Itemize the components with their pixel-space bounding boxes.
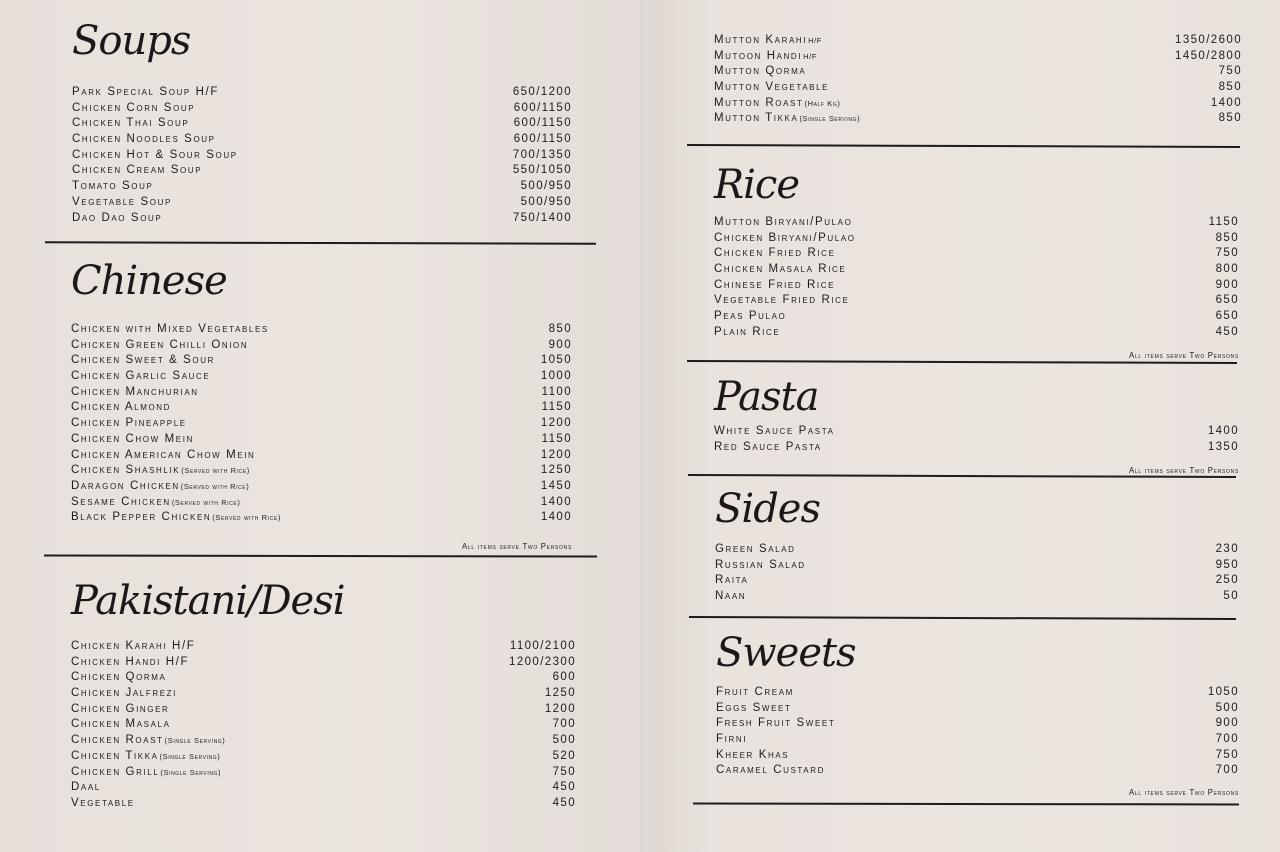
- rice-section: [714, 162, 1239, 362]
- menu-item-name: [714, 246, 836, 262]
- menu-item: [71, 670, 576, 686]
- menu-item-label: Daragon Chicken: [71, 479, 180, 492]
- menu-item-note: (Served with Rice): [180, 481, 250, 491]
- menu-item-label: Park Special Soup H/F: [72, 86, 219, 98]
- menu-item-note: (Single Serving): [799, 114, 861, 124]
- menu-item-label: Chicken Fried Rice: [714, 247, 836, 260]
- menu-item-price: 1400: [540, 511, 572, 524]
- menu-item-name: [72, 85, 219, 101]
- menu-item-label: Plain Rice: [714, 325, 781, 338]
- menu-item-name: [72, 148, 238, 164]
- menu-item: [71, 463, 572, 479]
- menu-item-name: [714, 80, 829, 96]
- menu-item-label: Chicken Green Chilli Onion: [71, 338, 249, 351]
- menu-item-name: [71, 796, 135, 812]
- menu-item-label: Peas Pulao: [714, 310, 787, 323]
- menu-item-label: Chicken Masala: [71, 718, 171, 731]
- menu-item-name: [714, 49, 817, 65]
- rice-footnote: All items serve Two Persons: [1128, 351, 1239, 360]
- menu-item: [716, 732, 1239, 748]
- menu-item-price: 1200: [540, 448, 572, 461]
- menu-item-name: [71, 702, 169, 718]
- menu-item: [71, 416, 572, 432]
- menu-item: [714, 33, 1242, 49]
- menu-item-name: [71, 670, 166, 686]
- menu-item-note: (Served with Rice): [171, 497, 241, 507]
- menu-item: [71, 655, 576, 671]
- menu-item-label: Chicken Biryani/Pulao: [714, 231, 856, 244]
- menu-item: [715, 589, 1239, 605]
- menu-item-price: 1250: [544, 687, 576, 700]
- menu-item-price: 600: [552, 671, 576, 684]
- menu-item-label: Black Pepper Chicken: [71, 511, 212, 524]
- menu-item: [71, 733, 576, 749]
- menu-item: [71, 780, 576, 796]
- menu-item-label: Fresh Fruit Sweet: [716, 717, 836, 730]
- menu-item: [72, 163, 572, 179]
- section-title-chinese: Chinese: [71, 258, 227, 304]
- menu-item: [71, 717, 576, 733]
- menu-item-price: 500: [1215, 701, 1239, 714]
- menu-item-name: [71, 432, 194, 448]
- sides-section: [715, 486, 1239, 606]
- menu-item-price: 750/1400: [512, 211, 572, 224]
- menu-item-price: 500: [552, 734, 576, 747]
- menu-item: [71, 322, 572, 338]
- section-title-rice: Rice: [714, 162, 799, 208]
- menu-item: [71, 702, 576, 718]
- menu-item-label: Mutton Roast: [714, 96, 804, 109]
- menu-item-price: 1150: [541, 432, 572, 445]
- menu-item-name: [714, 111, 860, 127]
- menu-item-name: [71, 686, 177, 702]
- menu-item-name: [715, 542, 796, 558]
- menu-item-label: Chicken Karahi H/F: [71, 640, 196, 652]
- menu-item-label: Chicken Roast: [71, 734, 164, 747]
- menu-item-label: Chicken Hot & Sour Soup: [72, 148, 238, 161]
- menu-item-label: Vegetable: [71, 796, 135, 809]
- chinese-footnote: All items serve Two Persons: [461, 542, 572, 551]
- soups-section: [72, 18, 572, 233]
- soups-list: [72, 85, 572, 226]
- menu-item: [71, 639, 576, 655]
- menu-item-label: Chicken Jalfrezi: [71, 687, 177, 700]
- menu-item-name: [714, 440, 822, 456]
- menu-item-price: 900: [1215, 717, 1239, 730]
- divider: [689, 616, 1236, 620]
- menu-item-label: Raita: [715, 574, 749, 587]
- menu-item-note: (Served with Rice): [212, 513, 281, 523]
- menu-item-label: Fruit Cream: [716, 686, 794, 698]
- menu-item-label: Chinese Fried Rice: [714, 278, 836, 291]
- menu-item: [71, 385, 572, 401]
- menu-item: [714, 64, 1242, 80]
- menu-item-name: [716, 732, 747, 748]
- section-title-sweets: Sweets: [716, 630, 856, 676]
- menu-item-name: [714, 215, 852, 231]
- menu-item-price: 450: [552, 796, 576, 809]
- menu-item-label: Mutton Karahi: [714, 34, 808, 46]
- menu-item-note: H/F: [803, 51, 818, 61]
- menu-item: [71, 749, 576, 765]
- menu-item-name: [714, 309, 786, 325]
- menu-item-name: [71, 639, 195, 655]
- menu-item-price: 650: [1215, 294, 1239, 307]
- menu-item-label: Chicken Noodles Soup: [72, 133, 216, 146]
- menu-item-label: Chicken Manchurian: [71, 385, 199, 398]
- menu-item-label: Chicken with Mixed Vegetables: [71, 323, 269, 335]
- menu-item-note: (Served with Rice): [181, 466, 250, 476]
- section-title-desi: Pakistani/Desi: [71, 578, 345, 624]
- menu-item-price: 900: [548, 338, 572, 351]
- menu-item: [715, 542, 1239, 558]
- sides-list: [715, 542, 1239, 605]
- pasta-section: [714, 374, 1239, 474]
- menu-item-price: 900: [1215, 278, 1239, 291]
- menu-item-note: (Single Serving): [164, 736, 226, 746]
- menu-item-name: [71, 749, 220, 765]
- menu-item-price: 650: [1215, 310, 1239, 323]
- menu-item: [71, 338, 572, 354]
- menu-item: [714, 246, 1239, 262]
- menu-item-name: [71, 479, 249, 495]
- menu-item-name: [714, 293, 849, 309]
- menu-item-label: Chicken Handi H/F: [71, 655, 190, 668]
- menu-item-price: 600/1150: [513, 133, 572, 146]
- menu-item: [716, 716, 1239, 732]
- menu-item-label: Chicken Qorma: [71, 671, 167, 684]
- desi-list: [71, 639, 576, 812]
- menu-item-note: (Single Serving): [160, 767, 222, 777]
- menu-item-label: Chicken American Chow Mein: [71, 448, 256, 461]
- menu-item-price: 1100/2100: [509, 640, 576, 652]
- menu-item-name: [71, 780, 101, 796]
- desi-section: [71, 578, 576, 818]
- menu-item-label: White Sauce Pasta: [714, 425, 835, 437]
- menu-item-label: Daal: [71, 781, 101, 794]
- menu-item-label: Russian Salad: [715, 558, 806, 571]
- menu-item-name: [72, 163, 202, 179]
- divider: [45, 241, 596, 244]
- menu-item-label: Mutton Vegetable: [714, 81, 830, 94]
- menu-item-price: 450: [552, 781, 576, 794]
- menu-item: [71, 353, 572, 369]
- menu-item-label: Chicken Almond: [71, 401, 172, 414]
- menu-item: [72, 211, 572, 227]
- menu-item-name: [71, 733, 225, 749]
- menu-item: [71, 686, 576, 702]
- section-title-soups: Soups: [72, 18, 191, 64]
- menu-item-name: [71, 510, 281, 526]
- menu-item-price: 750: [1215, 247, 1239, 260]
- menu-item: [714, 96, 1242, 112]
- menu-item-price: 700/1350: [512, 148, 572, 161]
- menu-item-price: 750: [1215, 748, 1239, 761]
- menu-item-price: 750: [1218, 65, 1242, 78]
- menu-item-name: [71, 369, 210, 385]
- chinese-list: [71, 322, 572, 526]
- menu-item-price: 600/1150: [513, 101, 572, 114]
- menu-item-price: 650/1200: [512, 86, 572, 98]
- menu-item-name: [71, 385, 199, 401]
- menu-item: [71, 495, 572, 511]
- menu-item-label: Caramel Custard: [716, 764, 826, 777]
- menu-item: [72, 116, 572, 132]
- menu-item-name: [71, 322, 269, 338]
- menu-item: [71, 510, 572, 526]
- menu-right-page: [640, 0, 1280, 852]
- menu-item-name: [72, 116, 189, 132]
- menu-item: [716, 701, 1239, 717]
- menu-item-name: [714, 64, 806, 80]
- menu-item-label: Chicken Garlic Sauce: [71, 370, 211, 383]
- menu-item-price: 1350/2600: [1175, 34, 1242, 46]
- menu-item-name: [71, 495, 240, 511]
- menu-item: [714, 49, 1242, 65]
- menu-item-label: Eggs Sweet: [716, 701, 792, 714]
- pasta-footnote: All items serve Two Persons: [1128, 466, 1239, 475]
- menu-item: [72, 132, 572, 148]
- menu-item-price: 1250: [540, 464, 572, 477]
- chinese-section: [71, 258, 572, 558]
- menu-item-price: 520: [552, 749, 576, 762]
- menu-item-name: [716, 748, 789, 764]
- menu-item: [716, 763, 1239, 779]
- menu-item: [71, 765, 576, 781]
- menu-item: [716, 685, 1239, 701]
- menu-item-name: [715, 558, 806, 574]
- menu-item-price: 1450/2800: [1175, 49, 1242, 62]
- menu-item-price: 850: [1218, 81, 1242, 94]
- menu-item: [72, 85, 572, 101]
- menu-item-price: 250: [1215, 574, 1239, 587]
- menu-item-price: 750: [552, 765, 576, 778]
- sweets-section: [716, 630, 1239, 810]
- menu-item-name: [714, 278, 835, 294]
- menu-item: [71, 369, 572, 385]
- menu-item-label: Chicken Thai Soup: [72, 117, 190, 130]
- menu-item-price: 450: [1215, 325, 1239, 338]
- menu-item: [714, 278, 1239, 294]
- menu-item-note: (Half Kg): [804, 98, 841, 108]
- menu-item-name: [72, 101, 195, 117]
- menu-item-label: Kheer Khas: [716, 748, 790, 761]
- menu-item-name: [715, 589, 746, 605]
- menu-item-name: [72, 211, 162, 227]
- menu-item-label: Red Sauce Pasta: [714, 440, 822, 453]
- menu-item-note: (Single Serving): [159, 751, 221, 761]
- menu-item-label: Chicken Tikka: [71, 749, 159, 762]
- menu-item-price: 1200: [544, 702, 576, 715]
- menu-item-name: [715, 573, 749, 589]
- menu-item: [71, 432, 572, 448]
- menu-item-name: [71, 416, 187, 432]
- menu-item-name: [71, 463, 250, 479]
- menu-item-label: Chicken Shashlik: [71, 464, 181, 477]
- menu-item-price: 500/950: [520, 180, 572, 193]
- menu-item-price: 950: [1215, 558, 1239, 571]
- mutton-list: [714, 33, 1242, 127]
- menu-item-price: 1150: [541, 401, 572, 414]
- menu-item-price: 1200: [540, 417, 572, 430]
- menu-item-label: Mutton Tikka: [714, 112, 799, 125]
- menu-item-label: Chicken Masala Rice: [714, 263, 847, 276]
- rice-list: [714, 215, 1239, 341]
- menu-item-label: Chicken Grill: [71, 765, 160, 778]
- menu-item-price: 1400: [540, 495, 572, 508]
- menu-item-price: 1350: [1207, 440, 1239, 453]
- menu-item: [714, 424, 1239, 440]
- menu-item-price: 1400: [1207, 425, 1239, 437]
- menu-item-price: 700: [552, 718, 576, 731]
- divider: [687, 144, 1240, 148]
- menu-item-name: [72, 132, 216, 148]
- menu-item-label: Vegetable Soup: [72, 195, 172, 208]
- menu-item-price: 600/1150: [513, 117, 572, 130]
- menu-item-name: [714, 424, 835, 440]
- menu-item: [714, 111, 1242, 127]
- menu-item-label: Mutoon Handi: [714, 49, 803, 62]
- menu-item: [71, 479, 572, 495]
- menu-item-price: 550/1050: [512, 164, 572, 177]
- menu-item-name: [71, 400, 171, 416]
- menu-item-price: 1050: [540, 354, 572, 367]
- menu-item-name: [716, 685, 794, 701]
- menu-item-name: [71, 338, 248, 354]
- menu-item: [72, 148, 572, 164]
- menu-item-label: Vegetable Fried Rice: [714, 294, 850, 307]
- menu-item-label: Naan: [715, 590, 747, 603]
- pasta-list: [714, 424, 1239, 455]
- sweets-footnote: All items serve Two Persons: [1128, 788, 1239, 797]
- menu-item-label: Chicken Ginger: [71, 702, 170, 715]
- menu-item-name: [714, 262, 846, 278]
- menu-item-label: Dao Dao Soup: [72, 211, 163, 224]
- section-title-pasta: Pasta: [714, 374, 819, 420]
- menu-item-label: Mutton Biryani/Pulao: [714, 216, 853, 228]
- menu-item-name: [716, 763, 825, 779]
- menu-item-label: Sesame Chicken: [71, 495, 171, 508]
- menu-item-price: 1150: [1208, 216, 1239, 228]
- menu-item-price: 700: [1215, 733, 1239, 746]
- menu-item-label: Mutton Qorma: [714, 65, 807, 78]
- menu-item-note: H/F: [808, 36, 822, 45]
- menu-item-name: [716, 716, 835, 732]
- menu-item-name: [714, 33, 822, 49]
- menu-item-price: 700: [1215, 764, 1239, 777]
- menu-item-name: [714, 96, 840, 112]
- menu-item: [71, 448, 572, 464]
- menu-item-name: [71, 448, 255, 464]
- menu-item-name: [71, 655, 189, 671]
- menu-item: [71, 796, 576, 812]
- menu-item-label: Chicken Chow Mein: [71, 432, 194, 445]
- menu-item: [71, 400, 572, 416]
- menu-item: [714, 309, 1239, 325]
- menu-item: [715, 573, 1239, 589]
- menu-item-name: [71, 765, 221, 781]
- menu-item: [714, 325, 1239, 341]
- menu-item-price: 1450: [540, 479, 572, 492]
- menu-item: [72, 179, 572, 195]
- menu-item-label: Chicken Cream Soup: [72, 164, 203, 177]
- menu-item-price: 1200/2300: [509, 655, 576, 668]
- menu-item: [714, 262, 1239, 278]
- menu-item: [714, 440, 1239, 456]
- menu-item: [714, 293, 1239, 309]
- menu-item-price: 50: [1223, 590, 1239, 603]
- menu-item: [72, 101, 572, 117]
- menu-item-name: [716, 701, 791, 717]
- menu-item-label: Firni: [716, 733, 748, 746]
- menu-item-price: 850: [1215, 231, 1239, 244]
- menu-item: [714, 231, 1239, 247]
- menu-item-name: [71, 717, 171, 733]
- menu-item-price: 230: [1215, 543, 1239, 555]
- menu-item-name: [714, 231, 856, 247]
- menu-item-price: 1100: [541, 385, 572, 398]
- menu-item-price: 1400: [1210, 96, 1242, 109]
- menu-item-label: Chicken Sweet & Sour: [71, 354, 216, 367]
- menu-item-price: 850: [1218, 112, 1242, 125]
- menu-item-name: [714, 325, 780, 341]
- menu-item-label: Chicken Pineapple: [71, 417, 187, 430]
- menu-item-label: Tomato Soup: [72, 180, 154, 193]
- menu-item-price: 500/950: [520, 195, 572, 208]
- section-title-sides: Sides: [715, 486, 820, 532]
- menu-item-name: [71, 353, 215, 369]
- menu-item-label: Chicken Corn Soup: [72, 101, 196, 114]
- menu-item: [72, 195, 572, 211]
- mutton-section: [714, 33, 1242, 133]
- menu-item: [716, 748, 1239, 764]
- menu-item: [714, 215, 1239, 231]
- menu-item: [714, 80, 1242, 96]
- menu-item: [715, 558, 1239, 574]
- menu-item-price: 850: [548, 323, 572, 335]
- menu-item-name: [72, 179, 153, 195]
- menu-item-label: Green Salad: [715, 543, 796, 555]
- menu-item-name: [72, 195, 172, 211]
- sweets-list: [716, 685, 1239, 779]
- menu-item-price: 800: [1215, 263, 1239, 276]
- menu-item-price: 1000: [540, 370, 572, 383]
- menu-item-price: 1050: [1207, 686, 1239, 698]
